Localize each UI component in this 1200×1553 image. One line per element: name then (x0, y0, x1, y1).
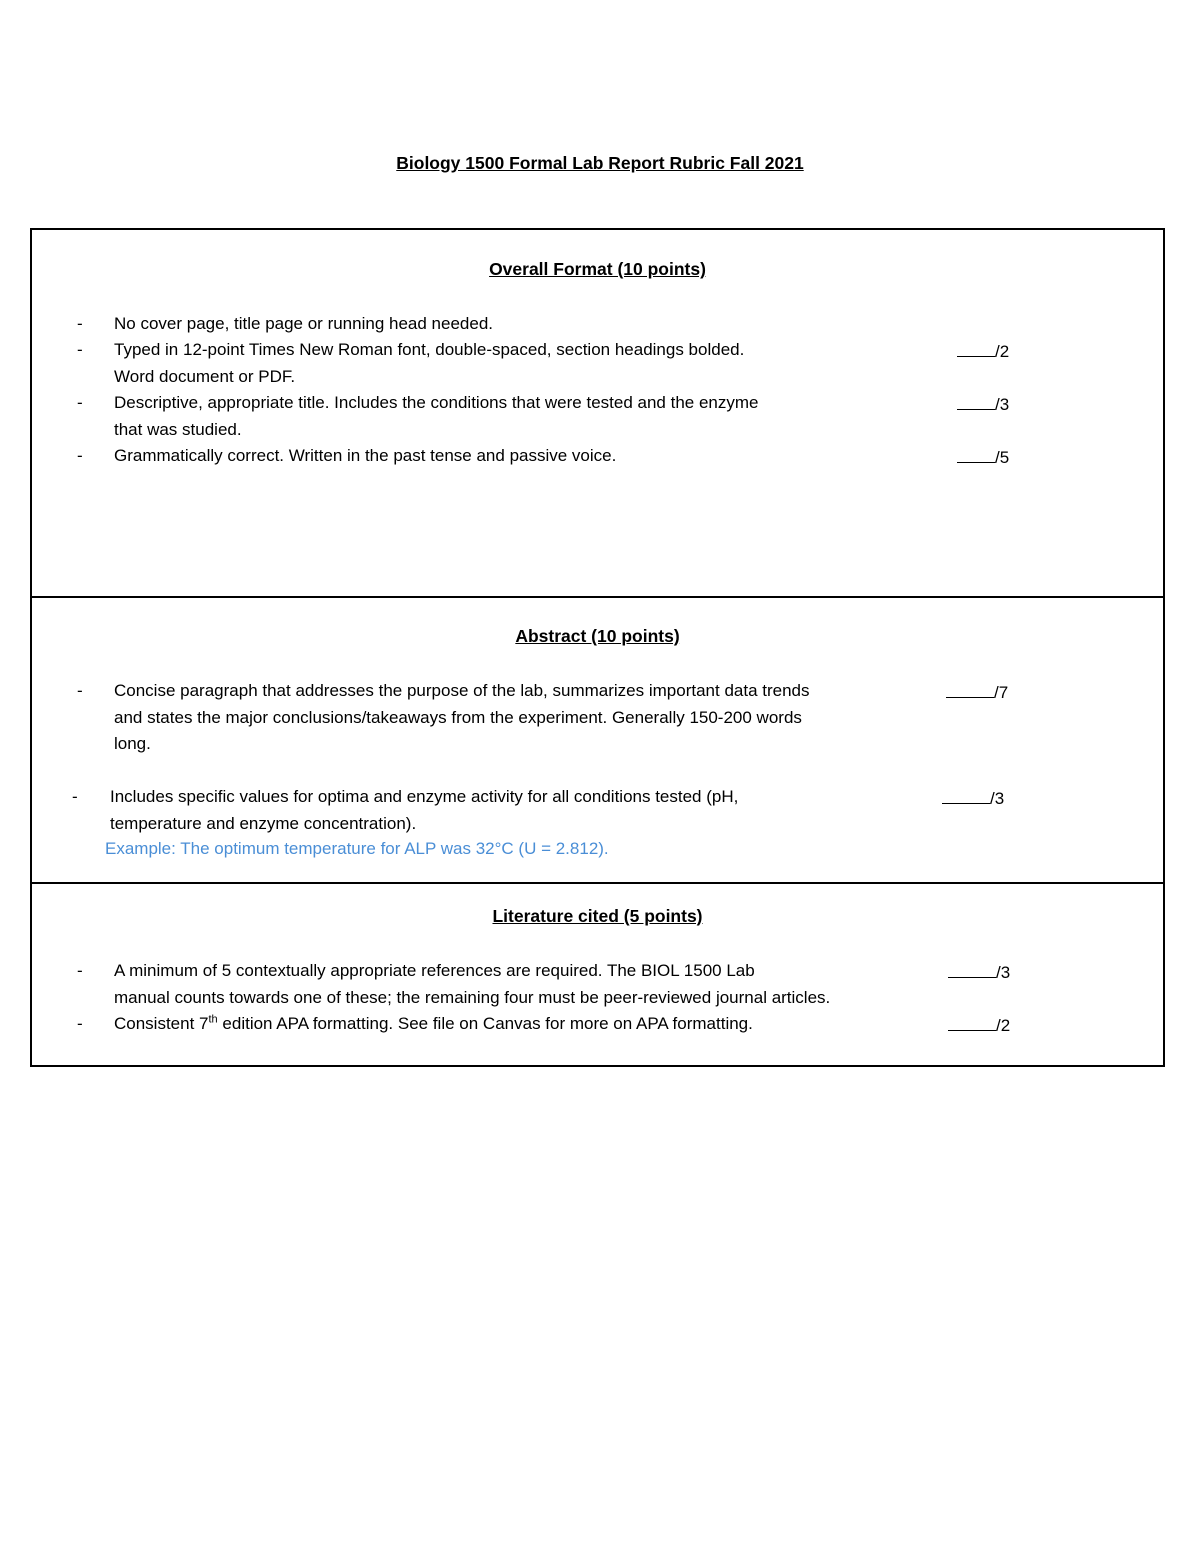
item-text (114, 1011, 959, 1038)
item-line: and states the major conclusions/takeaways from the experiment. Generally 150-200 words (114, 707, 802, 727)
score-max: /2 (995, 342, 1010, 361)
bullet-dash: - (77, 340, 83, 359)
score-blank[interactable] (946, 678, 994, 698)
score-field[interactable] (957, 337, 1009, 366)
item-line-part: edition APA formatting. See file on Canvas for more on APA formatting. (217, 1014, 753, 1033)
score-max: /3 (995, 395, 1010, 414)
bullet-dash: - (77, 446, 83, 465)
item-line (114, 1011, 959, 1038)
item-text (110, 784, 955, 837)
section-heading: Literature cited (5 points) (492, 906, 703, 926)
score-field[interactable] (948, 958, 1010, 987)
score-blank[interactable] (948, 958, 996, 978)
score-blank[interactable] (957, 337, 995, 357)
bullet-dash: - (72, 787, 78, 806)
section-heading: Overall Format (10 points) (489, 259, 706, 279)
item-line: Typed in 12-point Times New Roman font, double-spaced, section headings bolded. (114, 340, 745, 359)
rubric-table (30, 228, 1165, 1067)
item-text (114, 958, 994, 1011)
bullet-dash: - (77, 961, 83, 980)
section-abstract (32, 596, 1163, 882)
item-line: long. (114, 734, 151, 753)
item-line: temperature and enzyme concentration). (110, 813, 417, 833)
score-blank[interactable] (957, 390, 995, 410)
item-line: Includes specific values for optima and enzyme activity for all conditions tested (pH, (110, 787, 739, 806)
item-line: manual counts towards one of these; the remaining four must be peer-reviewed journal articles. (114, 987, 831, 1007)
item-line: Grammatically correct. Written in the past tense and passive voice. (114, 446, 617, 465)
section-heading: Abstract (10 points) (515, 626, 680, 646)
score-max: /5 (995, 448, 1010, 467)
score-max: /2 (996, 1016, 1011, 1035)
score-field[interactable] (948, 1011, 1010, 1040)
bullet-dash: - (77, 1014, 83, 1033)
bullet-dash: - (77, 314, 83, 333)
score-field[interactable] (957, 390, 1009, 419)
score-blank[interactable] (948, 1011, 996, 1031)
item-text (114, 311, 959, 338)
item-text (114, 390, 959, 443)
score-max: /3 (996, 963, 1011, 982)
item-line: Word document or PDF. (114, 366, 296, 386)
item-line: No cover page, title page or running head needed. (114, 314, 493, 333)
score-field[interactable] (942, 784, 1004, 813)
superscript: th (208, 1013, 218, 1026)
section-overall-format (32, 230, 1163, 598)
example-text: Example: The optimum temperature for ALP was 32°C (U = 2.812). (105, 839, 609, 858)
item-text (114, 678, 959, 758)
score-field[interactable] (946, 678, 1008, 707)
item-line-part: Consistent 7 (114, 1014, 209, 1033)
document-title: Biology 1500 Formal Lab Report Rubric Fall 2021 (396, 153, 804, 173)
section-literature-cited (32, 882, 1163, 1065)
score-max: /3 (990, 789, 1005, 808)
item-line: that was studied. (114, 419, 242, 439)
item-line: A minimum of 5 contextually appropriate references are required. The BIOL 1500 Lab (114, 961, 755, 980)
score-max: /7 (994, 683, 1009, 702)
score-blank[interactable] (942, 784, 990, 804)
item-text (114, 443, 959, 470)
bullet-dash: - (77, 681, 83, 700)
score-field[interactable] (957, 443, 1009, 472)
item-line: Concise paragraph that addresses the purpose of the lab, summarizes important data trends (114, 681, 810, 700)
bullet-dash: - (77, 393, 83, 412)
item-text (114, 337, 959, 390)
item-line: Descriptive, appropriate title. Includes the conditions that were tested and the enzyme (114, 393, 759, 412)
score-blank[interactable] (957, 443, 995, 463)
